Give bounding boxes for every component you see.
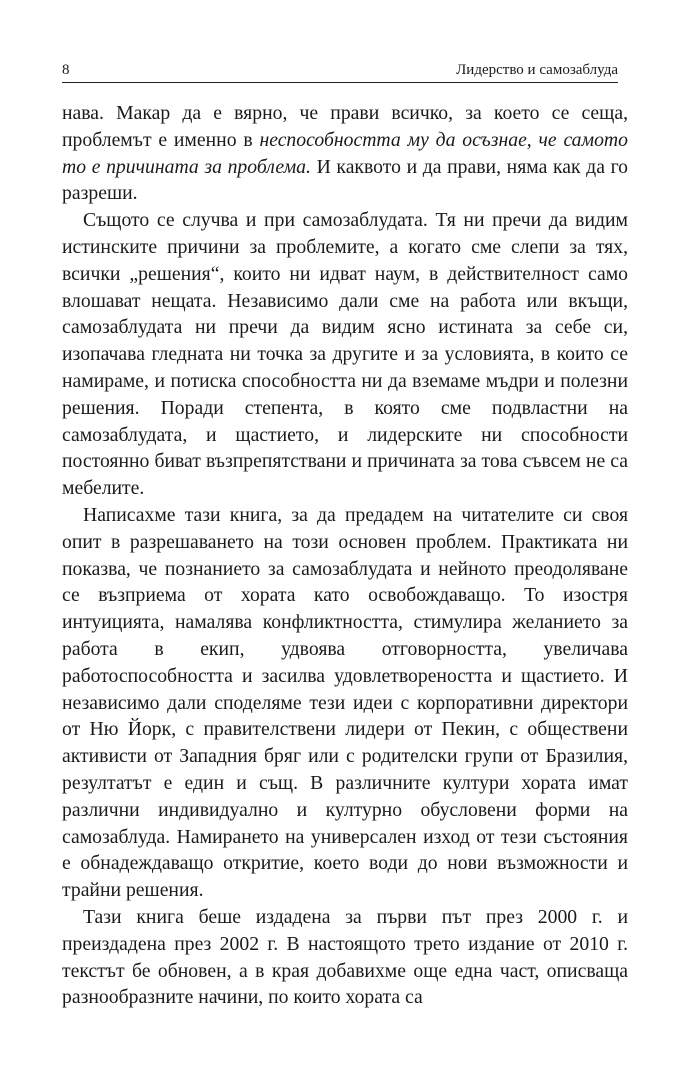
paragraph: Същото се случва и при самозаблудата. Тя ни пречи да видим истинските причини за проблемите, а когато сме слепи за тях, всички „решения“, които ни идват наум, в действителност само влошават нещата. Независимо дали сме на работа или вкъщи, самозаблудата ни пречи да видим ясно истината за себе си, изопачава гледната ни точка за другите и за условията, в които се намираме, и потиска способността ни да вземаме мъдри и полезни решения. Поради степента, в която сме подвластни на самозаблудата, и щастието, и лидерските ни способности постоянно биват възпрепятствани и причината за това съвсем не са мебелите. xyxy=(62,209,628,500)
emphasized-text: неспособността му да осъзнае, че самото то е причината за проблема. xyxy=(62,128,628,178)
paragraph-text: И каквото и да прави, няма как да го разреши. xyxy=(62,155,628,205)
body-text xyxy=(62,100,628,1011)
paragraph-continued xyxy=(62,100,628,207)
paragraph: Тази книга беше издадена за първи път през 2000 г. и преиздадена през 2002 г. В настоящото трето издание от 2010 г. текстът бе обновен, а в края добавихме още една част, описваща разнообразните начини, по които хората са xyxy=(62,905,628,1009)
page-number: 8 xyxy=(62,62,70,78)
paragraph: Написахме тази книга, за да предадем на читателите си своя опит в разрешаването на този основен проблем. Практиката ни показва, че познанието за самозаблудата и нейното преодоляване се възприема от хората като освобождаващо. То изостря интуицията, намалява конфликтността, стимулира желанието за работа в екип, удвоява отговорността, увеличава работоспособността и засилва удовлетвореността и щастието. И независимо дали споделяме тези идеи с корпоративни директори от Ню Йорк, с правителствени лидери от Пекин, с обществени активисти от Западния бряг или с родителски групи от Бразилия, резултатът е един и същ. В различните култури хората имат различни индивидуално и културно обусловени форми на самозаблуда. Намирането на универсален изход от тези състояния е обнадеждаващо откритие, което води до нови възможности и трайни решения. xyxy=(62,503,628,902)
book-title: Лидерство и самозаблуда xyxy=(456,62,618,78)
running-header xyxy=(62,62,618,83)
paragraph-text: нава. Макар да е вярно, че прави всичко, за което се сеща, проблемът е именно в xyxy=(62,102,628,151)
